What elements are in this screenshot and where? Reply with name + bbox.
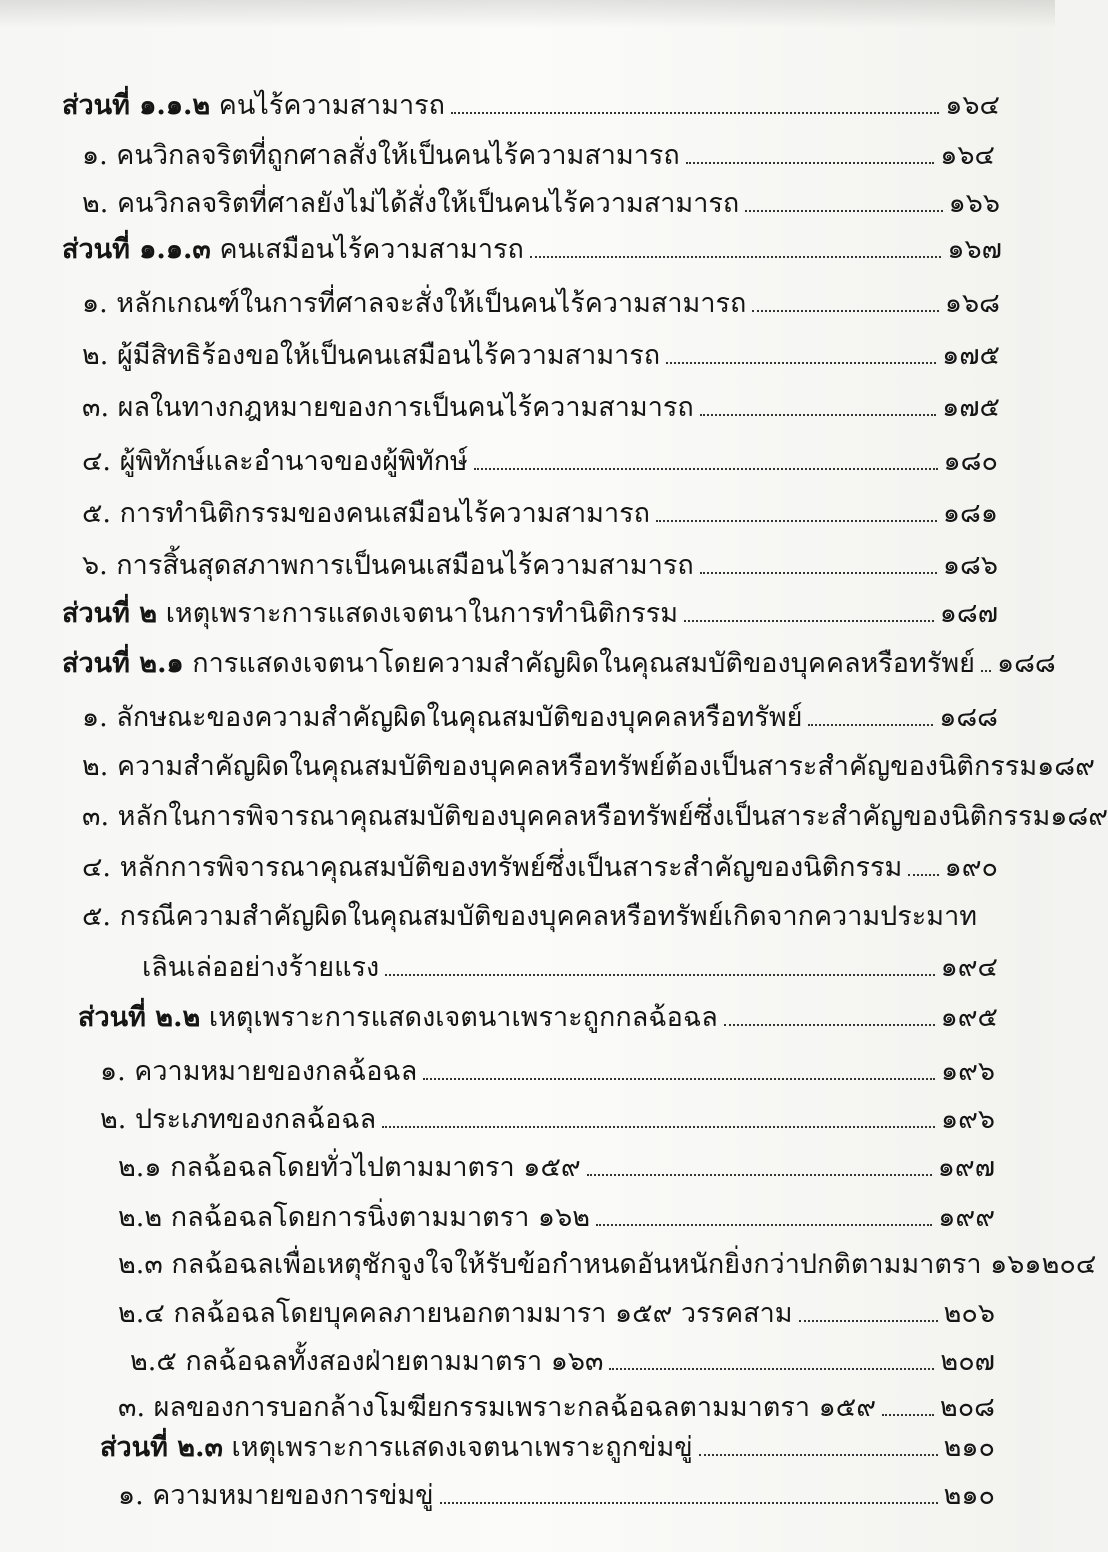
page-number: ๑๗๕: [942, 340, 1000, 371]
entry-title: ๑. คนวิกลจริตที่ถูกศาลสั่งให้เป็นคนไร้ความสามารถ: [82, 140, 680, 171]
toc-entry: [82, 390, 1000, 426]
entry-label: [82, 445, 468, 479]
page-number: ๑๖๔: [945, 90, 1000, 121]
entry-title: ๒. คนวิกลจริตที่ศาลยังไม่ได้สั่งให้เป็นคนไร้ความสามารถ: [82, 188, 740, 219]
toc-entry: [82, 850, 998, 886]
section-number: ส่วนที่ ๑.๑.๒: [62, 90, 211, 121]
dot-leader: [808, 700, 933, 726]
toc-entry: [82, 496, 998, 532]
entry-label: [82, 287, 746, 321]
entry-title: เหตุเพราะการแสดงเจตนาในการทำนิติกรรม: [165, 598, 679, 629]
entry-label: [100, 1431, 693, 1465]
toc-entry: [82, 800, 1108, 836]
entry-label: [118, 1248, 1042, 1282]
toc-entry: [78, 1000, 998, 1036]
toc-entry: [82, 900, 998, 936]
dot-leader: [882, 1390, 934, 1416]
toc-entry: [82, 548, 998, 584]
entry-label: [118, 1151, 581, 1185]
entry-title: คนเสมือนไร้ความสามารถ: [219, 234, 524, 265]
page-number: ๑๘๙: [1050, 801, 1108, 832]
entry-title: ๔. ผู้พิทักษ์และอำนาจของผู้พิทักษ์: [82, 446, 468, 477]
entry-label: [62, 233, 524, 267]
toc-entry: [100, 1430, 995, 1466]
entry-label: [82, 139, 680, 173]
page-number: ๒๐๗: [940, 1346, 995, 1377]
entry-label: [62, 89, 445, 123]
page-number: ๑๘๖: [942, 550, 998, 581]
dot-leader: [474, 444, 938, 470]
dot-leader: [423, 1054, 935, 1080]
entry-label: [118, 1479, 434, 1513]
dot-leader: [609, 1344, 934, 1370]
entry-title: ๑. ลักษณะของความสำคัญผิดในคุณสมบัติของบุคคลหรือทรัพย์: [82, 702, 803, 733]
entry-label: [82, 851, 902, 885]
page-number: ๑๙๖: [940, 1056, 995, 1087]
dot-leader: [666, 338, 936, 364]
toc-entry: [82, 444, 998, 480]
section-number: ส่วนที่ ๒: [62, 598, 158, 629]
toc-entry: [118, 1200, 995, 1236]
page-number: ๑๘๘: [996, 648, 1056, 679]
entry-title: ๕. กรณีความสำคัญผิดในคุณสมบัติของบุคคลหรือทรัพย์เกิดจากความประมาท: [82, 901, 978, 932]
toc-entry: [100, 1054, 995, 1090]
toc-entry: [62, 596, 998, 632]
toc-entry: [82, 286, 1000, 322]
page-number: ๑๙๖: [940, 1104, 995, 1135]
page-number: ๒๐๔: [1041, 1249, 1097, 1280]
entry-label: [62, 647, 975, 681]
page-number: ๑๙๕: [940, 1002, 998, 1033]
page-number: ๒๑๐: [943, 1432, 995, 1463]
page-number: ๒๑๐: [943, 1480, 995, 1511]
entry-title: ๒.๔ กลฉ้อฉลโดยบุคคลภายนอกตามมารา ๑๕๙ วรรคสาม: [118, 1298, 793, 1329]
page-number: ๑๙๙: [938, 1202, 995, 1233]
page-number: ๒๐๖: [943, 1298, 995, 1329]
toc-entry: [118, 1248, 1097, 1284]
entry-title: ๒. ผู้มีสิทธิร้องขอให้เป็นคนเสมือนไร้ความสามารถ: [82, 340, 661, 371]
entry-label: [82, 497, 650, 531]
entry-label: [130, 1345, 603, 1379]
dot-leader: [908, 850, 938, 876]
entry-title: ๒.๕ กลฉ้อฉลทั้งสองฝ่ายตามมาตรา ๑๖๓: [130, 1346, 604, 1377]
entry-label: [100, 1103, 376, 1137]
entry-title: ๑. ความหมายของการข่มขู่: [118, 1480, 434, 1511]
entry-label: [82, 187, 739, 221]
dot-leader: [451, 88, 939, 114]
entry-label: [82, 900, 977, 934]
entry-title: ๓. ผลในทางกฎหมายของการเป็นคนไร้ความสามารถ: [82, 392, 694, 423]
page-top-shadow: [0, 0, 1055, 28]
dot-leader: [981, 646, 991, 672]
entry-label: [82, 549, 694, 583]
entry-title: ๒.๑ กลฉ้อฉลโดยทั่วไปตามมาตรา ๑๕๙: [118, 1152, 581, 1183]
section-number: ส่วนที่ ๒.๓: [100, 1432, 223, 1463]
entry-title: ๕. การทำนิติกรรมของคนเสมือนไร้ความสามารถ: [82, 498, 650, 529]
entry-label: [118, 1391, 876, 1425]
entry-label: [142, 951, 379, 985]
toc-entry: [100, 1102, 995, 1138]
entry-title: การแสดงเจตนาโดยความสำคัญผิดในคุณสมบัติของบุคคลหรือทรัพย์: [192, 648, 975, 679]
page-number: ๑๙๗: [937, 1152, 995, 1183]
page-number: ๑๘๙: [1037, 751, 1095, 782]
toc-entry: [118, 1150, 995, 1186]
page-number: ๑๘๗: [939, 598, 998, 629]
entry-label: [78, 1001, 718, 1035]
page-number: ๑๖๘: [944, 288, 1000, 319]
entry-label: [82, 339, 660, 373]
dot-leader: [382, 1102, 935, 1128]
entry-label: [82, 750, 1037, 784]
toc-entry: [82, 138, 995, 174]
dot-leader: [700, 548, 937, 574]
entry-title: ๑. ความหมายของกลฉ้อฉล: [100, 1056, 418, 1087]
dot-leader: [700, 390, 936, 416]
entry-title: ๓. ผลของการบอกล้างโมฆียกรรมเพราะกลฉ้อฉลตามมาตรา ๑๕๙: [118, 1392, 876, 1423]
toc-entry: [62, 88, 1000, 124]
toc-entry: [62, 646, 1056, 682]
page-number: ๑๘๑: [942, 498, 998, 529]
entry-label: [118, 1297, 793, 1331]
dot-leader: [530, 232, 942, 258]
toc-entry: [82, 700, 998, 736]
dot-leader: [686, 138, 935, 164]
dot-leader: [684, 596, 934, 622]
toc-entry: [130, 1344, 995, 1380]
dot-leader: [656, 496, 937, 522]
dot-leader: [724, 1000, 935, 1026]
entry-label: [82, 391, 694, 425]
dot-leader: [699, 1430, 938, 1456]
dot-leader: [745, 186, 942, 212]
entry-title: คนไร้ความสามารถ: [218, 90, 445, 121]
entry-title: ๒. ความสำคัญผิดในคุณสมบัติของบุคคลหรือทรัพย์ต้องเป็นสาระสำคัญของนิติกรรม: [82, 751, 1038, 782]
entry-label: [62, 597, 678, 631]
entry-title: เหตุเพราะการแสดงเจตนาเพราะถูกข่มขู่: [231, 1432, 693, 1463]
entry-title: ๖. การสิ้นสุดสภาพการเป็นคนเสมือนไร้ความสามารถ: [82, 550, 694, 581]
entry-label: [82, 800, 1050, 834]
toc-entry: [82, 186, 1000, 222]
entry-title: ๑. หลักเกณฑ์ในการที่ศาลจะสั่งให้เป็นคนไร้ความสามารถ: [82, 288, 747, 319]
page-number: ๑๗๕: [942, 392, 1000, 423]
section-number: ส่วนที่ ๒.๒: [78, 1002, 201, 1033]
toc-entry: [82, 338, 1000, 374]
entry-title: ๒.๓ กลฉ้อฉลเพื่อเหตุชักจูงใจให้รับข้อกำหนดอันหนักยิ่งกว่าปกติตามมาตรา ๑๖๑: [118, 1249, 1042, 1280]
dot-leader: [752, 286, 939, 312]
toc-entry: [82, 750, 1095, 786]
dot-leader: [596, 1200, 932, 1226]
toc-entry: [118, 1296, 995, 1332]
toc-entry: [118, 1390, 995, 1426]
entry-title: เหตุเพราะการแสดงเจตนาเพราะถูกกลฉ้อฉล: [208, 1002, 718, 1033]
page-number: ๑๙๔: [940, 952, 998, 983]
page-number: ๑๘๘: [939, 702, 998, 733]
dot-leader: [587, 1150, 932, 1176]
toc-entry: [118, 1478, 995, 1514]
entry-title: ๔. หลักการพิจารณาคุณสมบัติของทรัพย์ซึ่งเป็นสาระสำคัญของนิติกรรม: [82, 852, 903, 883]
entry-title: ๓. หลักในการพิจารณาคุณสมบัติของบุคคลหรือทรัพย์ซึ่งเป็นสาระสำคัญของนิติกรรม: [82, 801, 1051, 832]
section-number: ส่วนที่ ๒.๑: [62, 648, 184, 679]
page-number: ๑๖๗: [947, 234, 1002, 265]
dot-leader: [799, 1296, 938, 1322]
dot-leader: [385, 950, 934, 976]
dot-leader: [440, 1478, 938, 1504]
page-number: ๒๐๘: [939, 1392, 995, 1423]
entry-title: ๒. ประเภทของกลฉ้อฉล: [100, 1104, 377, 1135]
page-number: ๑๖๖: [948, 188, 1000, 219]
entry-label: [100, 1055, 417, 1089]
page-number: ๑๙๐: [944, 852, 998, 883]
page-number: ๑๘๐: [943, 446, 998, 477]
section-number: ส่วนที่ ๑.๑.๓: [62, 234, 211, 265]
entry-title: ๒.๒ กลฉ้อฉลโดยการนิ่งตามมาตรา ๑๖๒: [118, 1202, 591, 1233]
entry-label: [118, 1201, 590, 1235]
entry-label: [82, 701, 802, 735]
toc-entry: [62, 232, 1002, 268]
entry-title: เลินเล่ออย่างร้ายแรง: [142, 952, 380, 983]
toc-entry: [142, 950, 998, 986]
page-number: ๑๖๔: [940, 140, 995, 171]
